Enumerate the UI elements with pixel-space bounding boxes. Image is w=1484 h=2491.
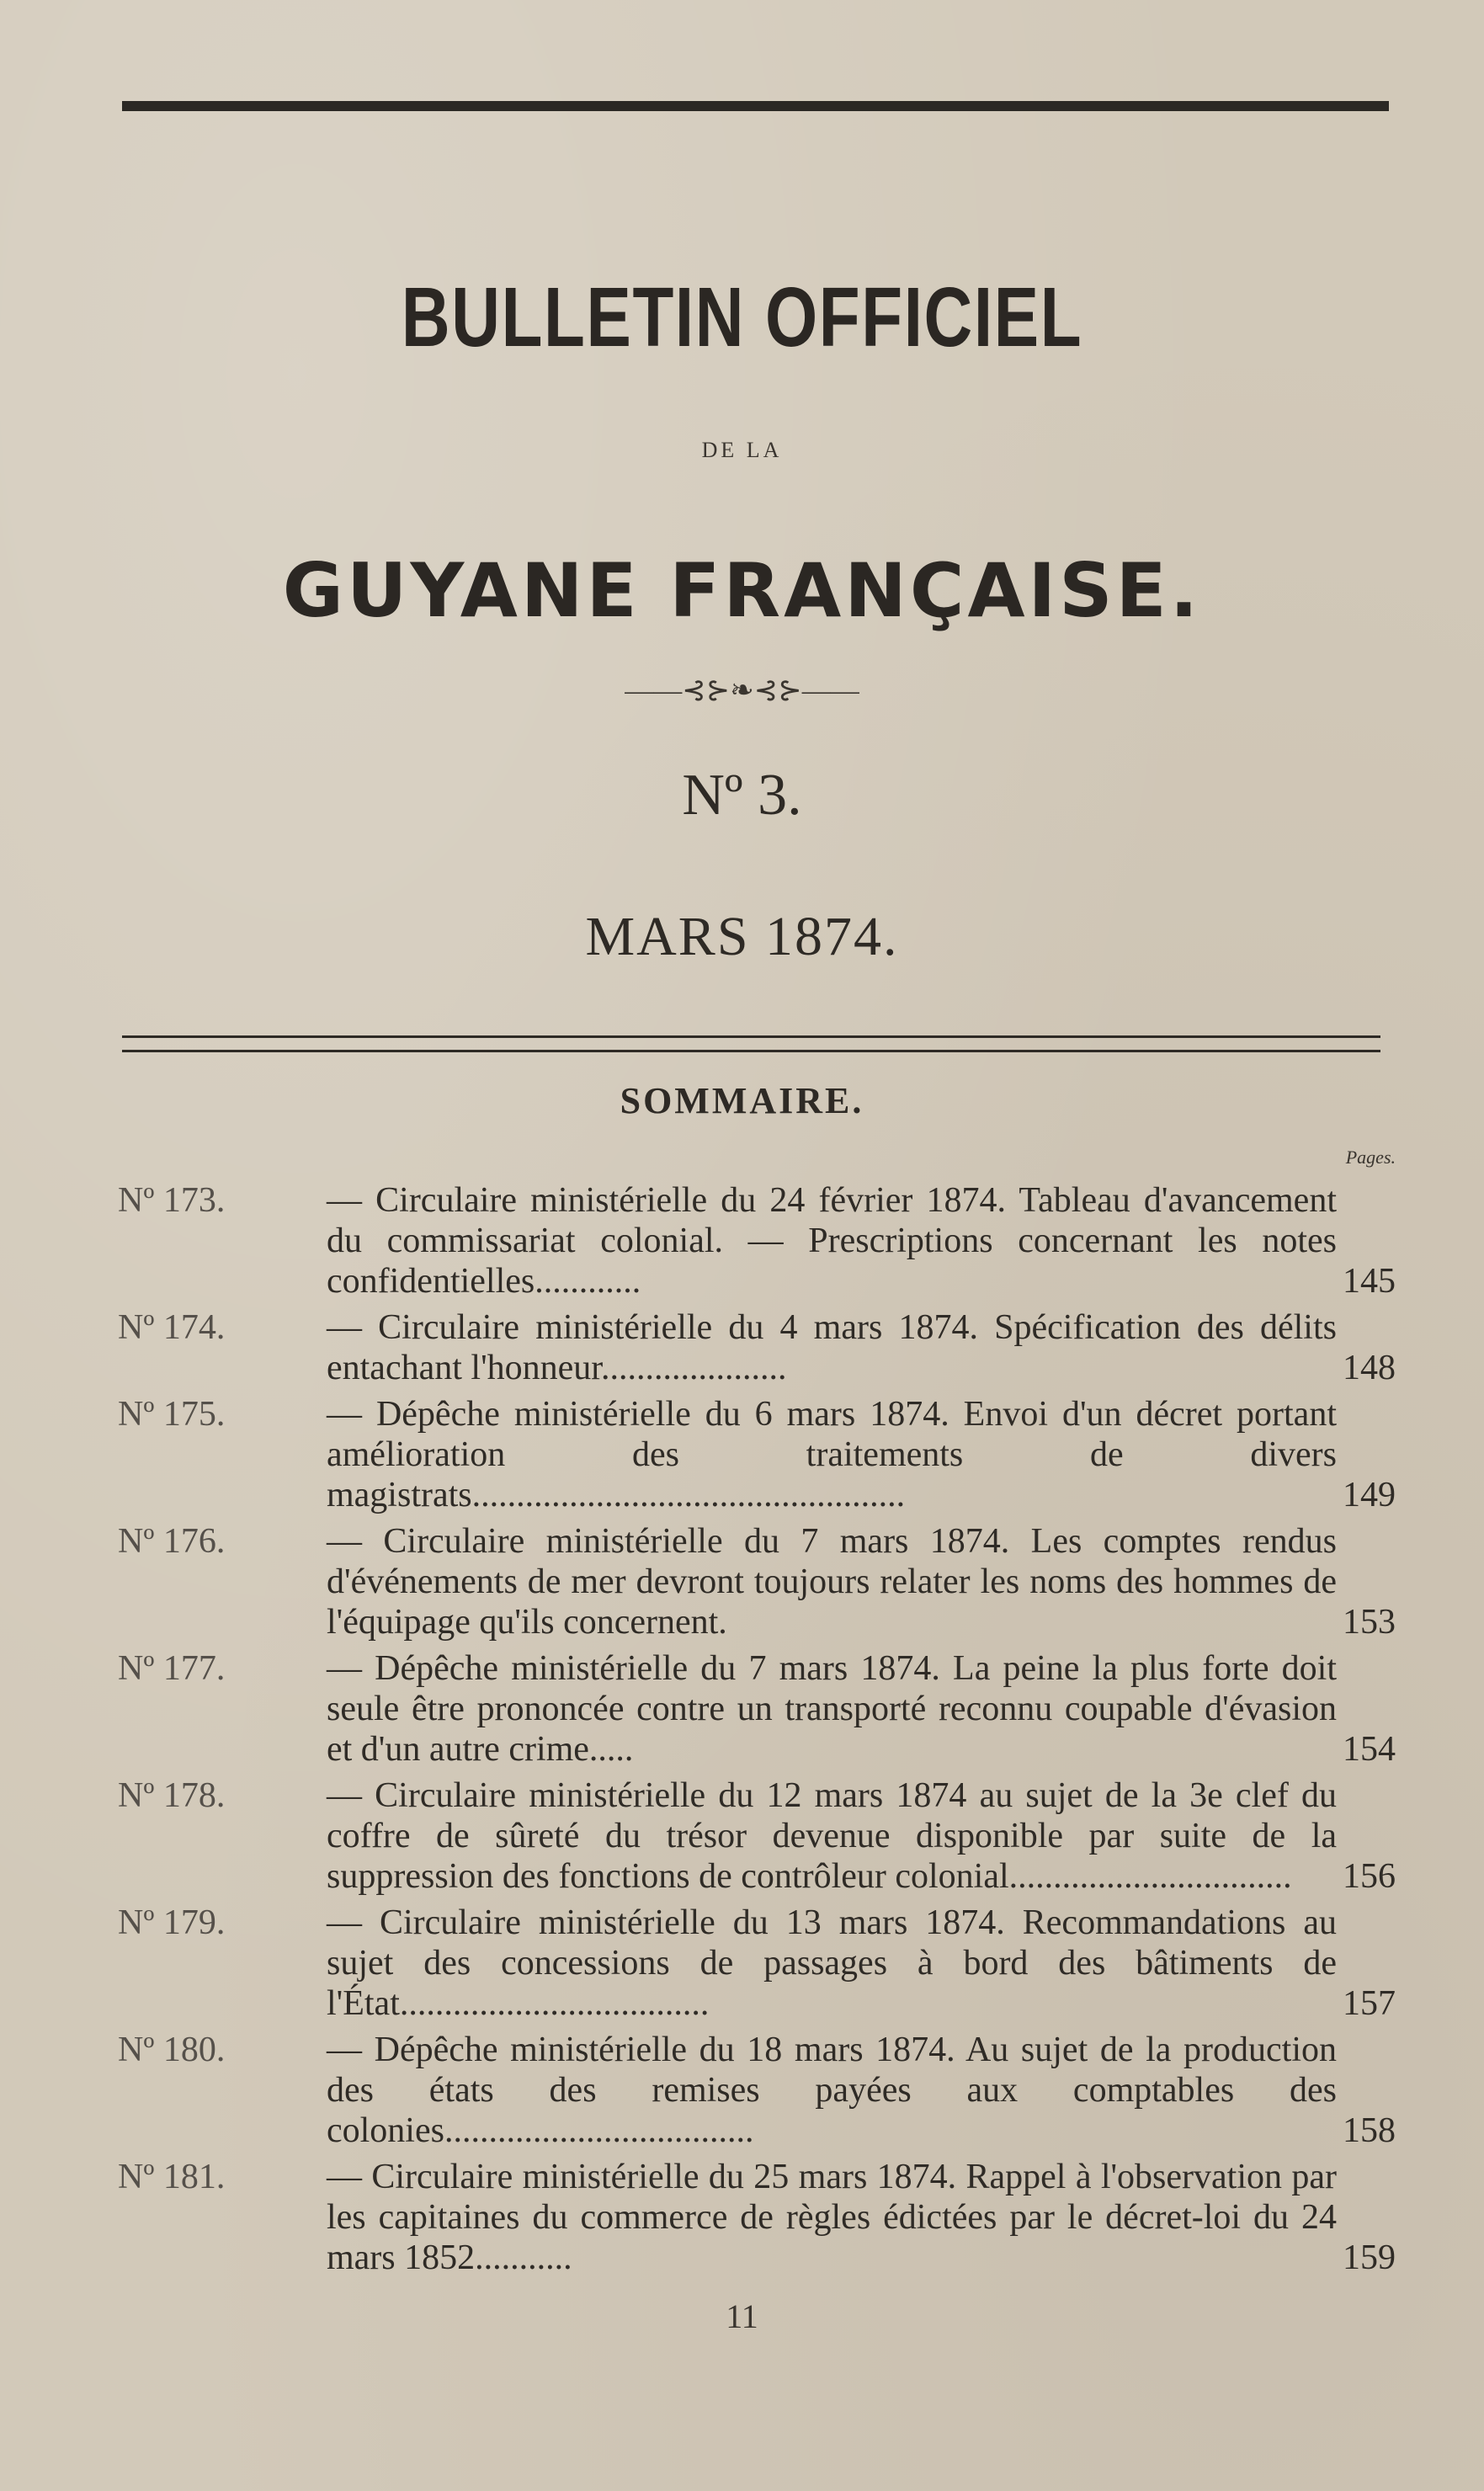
- entry-text: — Circulaire ministérielle du 12 mars 1874 au sujet de la 3e clef du coffre de sûreté du trésor devenue disponible par suite de la suppression des fonctions de contrôleur colonial................................: [327, 1776, 1337, 1896]
- summary-entry: [0, 1394, 1484, 1515]
- entry-page: 145: [1343, 1262, 1396, 1301]
- colony-name: GUYANE FRANÇAISE.: [282, 547, 1202, 634]
- summary-entry: [0, 1307, 1484, 1388]
- summary-entry: [0, 1775, 1484, 1897]
- section-rule: [122, 1035, 1380, 1052]
- bulletin-title: BULLETIN OFFICIEL: [401, 270, 1083, 365]
- entry-number: Nº 180.: [118, 2031, 226, 2069]
- entry-number: Nº 177.: [118, 1649, 226, 1688]
- entry-page: 148: [1343, 1349, 1396, 1387]
- entry-text: — Dépêche ministérielle du 6 mars 1874. Envoi d'un décret portant amélioration des traitements de divers magistrats.................................................: [327, 1395, 1337, 1514]
- summary-entry: [0, 1648, 1484, 1770]
- summary-entry: [0, 1903, 1484, 2024]
- entry-text: — Dépêche ministérielle du 7 mars 1874. La peine la plus forte doit seule être prononcée contre un transporté reconnu coupable d'évasion et d'un autre crime.....: [327, 1649, 1337, 1769]
- issue-date: MARS 1874.: [585, 906, 899, 967]
- pages-column-label: Pages.: [1345, 1147, 1396, 1168]
- summary-list: [0, 1180, 1484, 2284]
- summary-entry: [0, 2157, 1484, 2278]
- entry-number: Nº 176.: [118, 1522, 226, 1561]
- entry-text: — Circulaire ministérielle du 13 mars 1874. Recommandations au sujet des concessions de passages à bord des bâtiments de l'État...................................: [327, 1903, 1337, 2023]
- entry-number: Nº 174.: [118, 1308, 226, 1347]
- title-ornament: ——⊰⊱❧⊰⊱——: [625, 675, 859, 706]
- entry-page: 153: [1343, 1603, 1396, 1642]
- entry-text: — Circulaire ministérielle du 25 mars 1874. Rappel à l'observation par les capitaines du commerce de règles édictées par le décret-loi du 24 mars 1852...........: [327, 2158, 1337, 2277]
- entry-number: Nº 173.: [118, 1181, 226, 1220]
- summary-entry: [0, 1521, 1484, 1642]
- entry-text: — Circulaire ministérielle du 24 février 1874. Tableau d'avancement du commissariat colonial. — Prescriptions concernant les notes confidentielles............: [327, 1181, 1337, 1301]
- entry-page: 149: [1343, 1476, 1396, 1514]
- entry-page: 156: [1343, 1857, 1396, 1896]
- summary-heading: SOMMAIRE.: [620, 1080, 864, 1121]
- entry-number: Nº 178.: [118, 1776, 226, 1815]
- summary-entry: [0, 2030, 1484, 2151]
- entry-text: — Dépêche ministérielle du 18 mars 1874. Au sujet de la production des états des remises payées aux comptables des colonies...................................: [327, 2031, 1337, 2150]
- bulletin-subtitle: DE LA: [701, 438, 783, 462]
- entry-number: Nº 181.: [118, 2158, 226, 2196]
- issue-number: Nº 3.: [682, 763, 802, 828]
- entry-text: — Circulaire ministérielle du 4 mars 1874. Spécification des délits entachant l'honneur.....................: [327, 1308, 1337, 1387]
- entry-page: 159: [1343, 2238, 1396, 2277]
- entry-text: — Circulaire ministérielle du 7 mars 1874. Les comptes rendus d'événements de mer devront toujours relater les noms des hommes de l'équipage qu'ils concernent.: [327, 1522, 1337, 1642]
- summary-entry: [0, 1180, 1484, 1301]
- entry-page: 154: [1343, 1730, 1396, 1769]
- entry-number: Nº 175.: [118, 1395, 226, 1434]
- top-rule: [122, 101, 1389, 111]
- page-folio: 11: [726, 2297, 758, 2335]
- entry-number: Nº 179.: [118, 1903, 226, 1942]
- entry-page: 157: [1343, 1984, 1396, 2023]
- entry-page: 158: [1343, 2111, 1396, 2150]
